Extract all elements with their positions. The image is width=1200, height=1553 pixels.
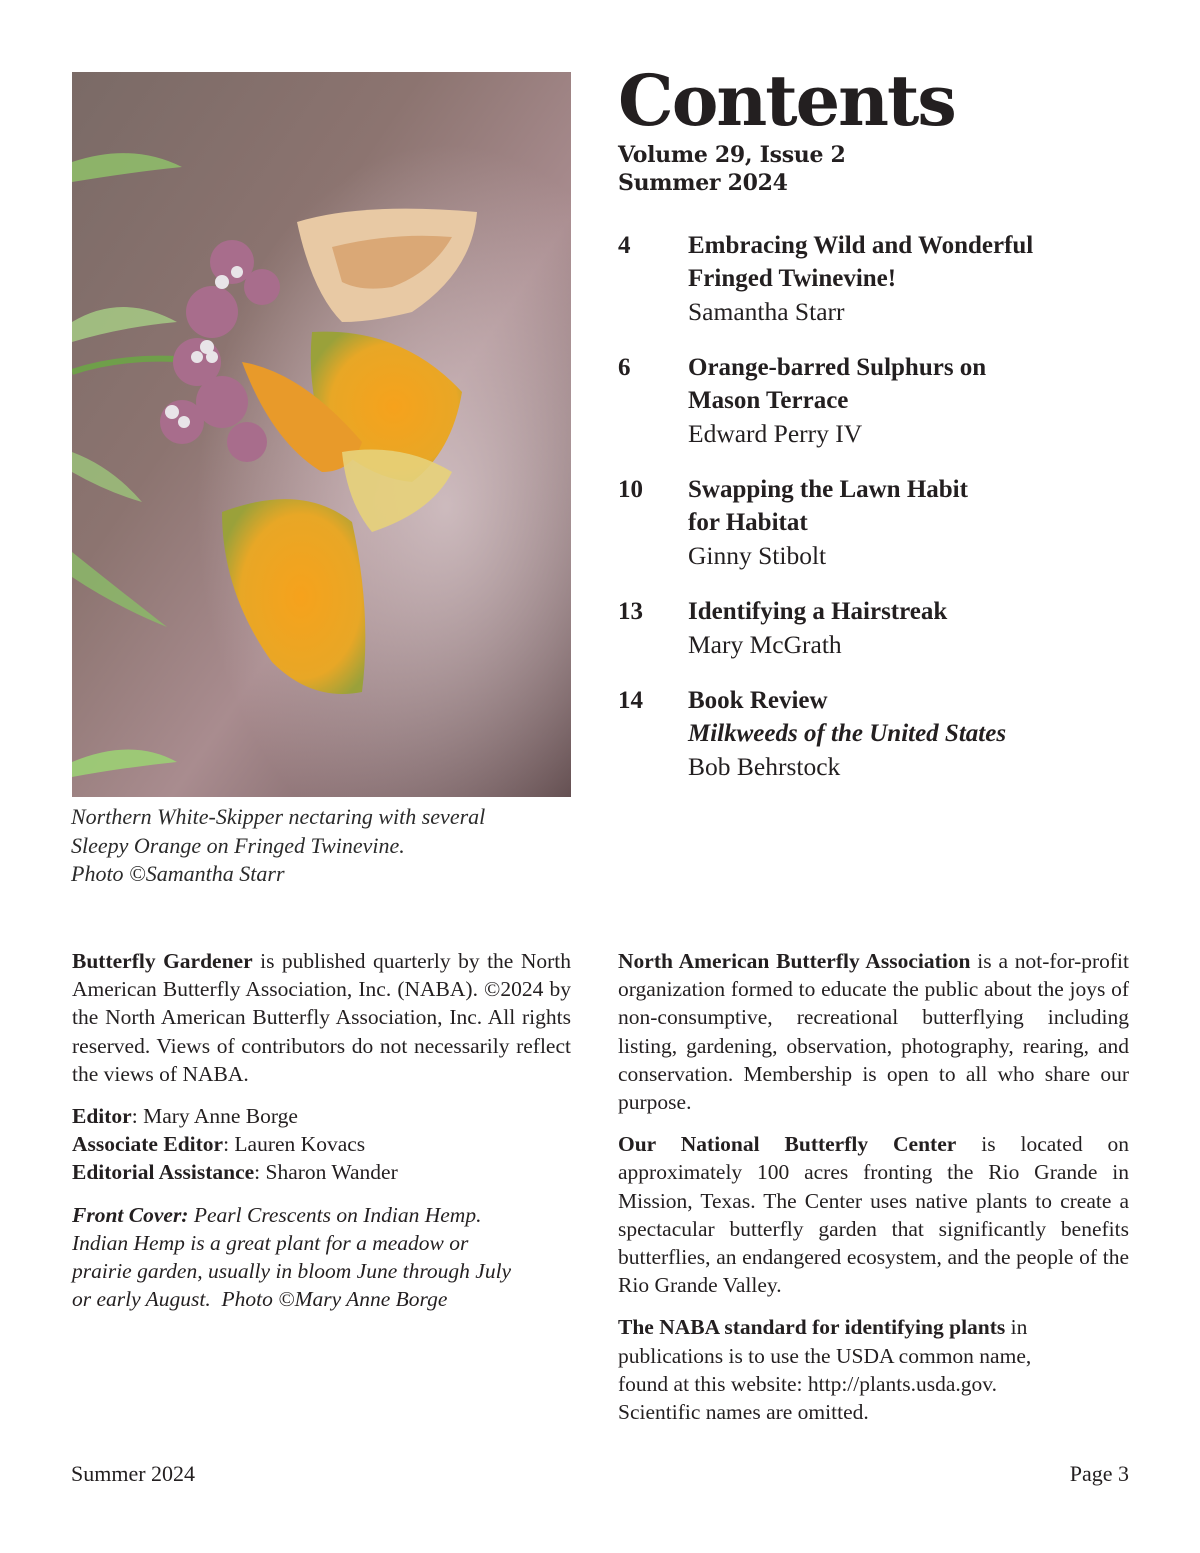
issue-info: [618, 141, 846, 197]
footer-page-number: Page 3: [1069, 1461, 1129, 1486]
caption-line: Photo ©Samantha Starr: [71, 861, 285, 886]
cover-line: Pearl Crescents on Indian Hemp.: [188, 1202, 482, 1227]
standard-line: in: [1005, 1315, 1028, 1340]
photo-caption: [71, 803, 591, 889]
toc-title-line: Book Review: [688, 687, 828, 714]
naba-name: North American Butterfly Association: [618, 949, 971, 973]
cover-line: or early August. Photo ©Mary Anne Borge: [72, 1287, 448, 1312]
toc-entry-body: [688, 229, 1033, 328]
table-of-contents: [618, 229, 1178, 806]
credit-line: [72, 1130, 571, 1158]
toc-entry[interactable]: [618, 595, 1178, 661]
credit-name: : Lauren Kovacs: [223, 1132, 366, 1157]
credit-line: [72, 1102, 571, 1130]
credit-name: : Mary Anne Borge: [131, 1104, 298, 1129]
toc-subtitle: Milkweeds of the United States: [688, 720, 1007, 747]
caption-line: Northern White-Skipper nectaring with several: [71, 804, 486, 829]
credit-role: Editor: [72, 1104, 132, 1129]
butterflies-on-fringed-twinevine-photo: [72, 72, 571, 797]
toc-author: Bob Behrstock: [688, 752, 841, 781]
toc-author: Mary McGrath: [688, 630, 842, 659]
about-naba-column: [618, 947, 1129, 1440]
cover-line: prairie garden, usually in bloom June through July: [72, 1259, 512, 1284]
credit-line: [72, 1158, 571, 1186]
toc-title-line: Orange-barred Sulphurs on: [688, 354, 987, 381]
season-label: Summer 2024: [618, 170, 788, 196]
toc-entry-body: [688, 473, 968, 572]
standard-name: The NABA standard for identifying plants: [618, 1315, 1006, 1340]
center-name: Our National Butterfly Center: [618, 1132, 957, 1157]
toc-entry[interactable]: [618, 473, 1178, 572]
naba-text: is a not-for-profit organization formed to educate the public about the joys of non-consumptive, recreational butterflying including listing, gardening, observation, photography, rearing, and conservation. Membership is open to all who share our purpose.: [618, 949, 1129, 1115]
standard-line: publications is to use the USDA common name,: [618, 1343, 1032, 1368]
toc-page-number: 4: [618, 232, 631, 259]
toc-author: Edward Perry IV: [688, 419, 863, 448]
publication-notice: [72, 947, 571, 1088]
toc-page-number: 14: [618, 687, 643, 714]
credits: [72, 1102, 571, 1187]
masthead-column: [72, 947, 571, 1327]
caption-line: Sleepy Orange on Fringed Twinevine.: [71, 832, 405, 858]
plant-naming-standard: [618, 1313, 1129, 1426]
toc-author: Ginny Stibolt: [688, 541, 827, 570]
standard-line: found at this website: http://plants.usda.gov.: [618, 1371, 998, 1396]
toc-author: Samantha Starr: [688, 297, 845, 326]
toc-entry[interactable]: [618, 684, 1178, 783]
toc-title-line: Swapping the Lawn Habit: [688, 476, 968, 503]
toc-entry[interactable]: [618, 351, 1178, 450]
credit-role: Editorial Assistance: [72, 1160, 255, 1185]
toc-title-line: Mason Terrace: [688, 387, 849, 414]
cover-line: Indian Hemp is a great plant for a meadow or: [72, 1230, 469, 1255]
publication-name: Butterfly Gardener: [72, 949, 253, 973]
toc-entry[interactable]: [618, 229, 1178, 328]
page-title: Contents: [618, 59, 955, 142]
toc-entry-body: [688, 684, 1006, 783]
front-cover-label: Front Cover:: [72, 1202, 189, 1227]
toc-entry-body: [688, 595, 947, 661]
toc-title-line: Fringed Twinevine!: [688, 265, 897, 292]
toc-title-line: for Habitat: [688, 509, 808, 536]
front-cover-note: [72, 1201, 571, 1314]
butterfly-center-description: [618, 1130, 1129, 1299]
toc-entry-body: [688, 351, 986, 450]
toc-title-line: Embracing Wild and Wonderful: [688, 232, 1034, 259]
volume-label: Volume 29, Issue 2: [618, 142, 846, 168]
toc-page-number: 13: [618, 598, 643, 625]
naba-description: [618, 947, 1129, 1116]
standard-line: Scientific names are omitted.: [618, 1400, 869, 1425]
credit-name: : Sharon Wander: [254, 1160, 398, 1185]
toc-page-number: 6: [618, 354, 631, 381]
toc-page-number: 10: [618, 476, 643, 503]
publication-text: is published quarterly by the North American Butterfly Association, Inc. (NABA). ©2024 by the North American Butterfly Association, Inc. All rights reserved. Views of contributors do not necessarily reflect the views of NABA.: [72, 949, 571, 1086]
center-text: is located on approximately 100 acres fronting the Rio Grande in Mission, Texas. The Center uses native plants to create a spectacular butterfly garden that significantly benefits butterflies, an endangered ecosystem, and the people of the Rio Grande Valley.: [618, 1132, 1129, 1298]
footer-issue: Summer 2024: [71, 1461, 196, 1486]
cover-photo: [72, 72, 571, 797]
credit-role: Associate Editor: [72, 1132, 224, 1157]
toc-title-line: Identifying a Hairstreak: [688, 598, 948, 625]
